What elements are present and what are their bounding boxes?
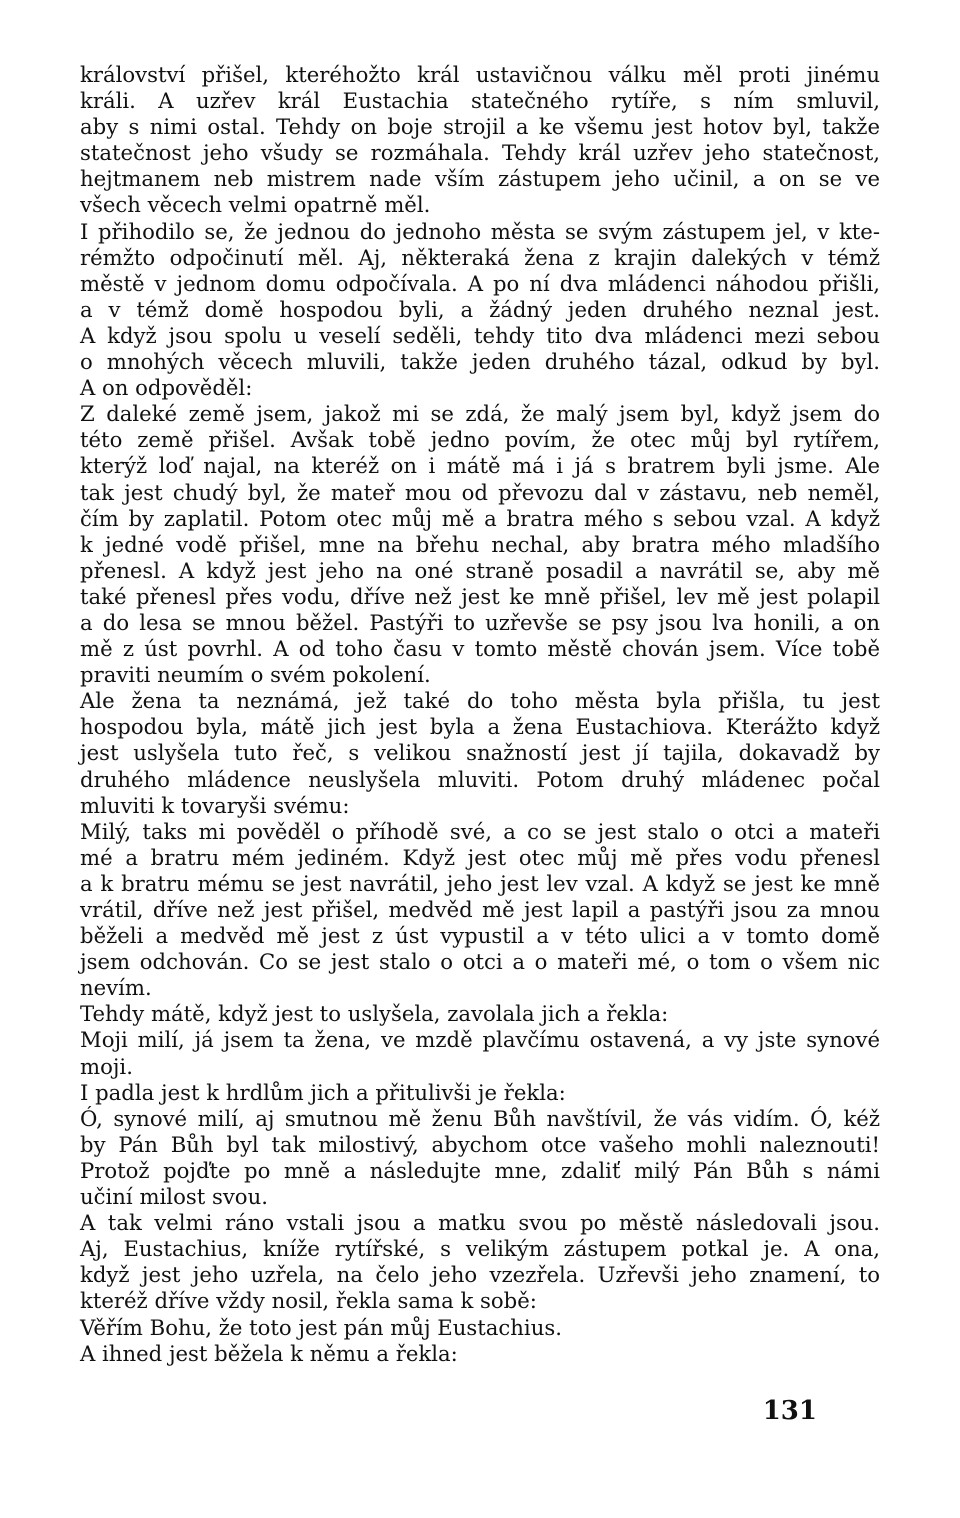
text-line: kterýž loď najal, na kteréž on i mátě má i já s bratrem byli jsme. Ale bbox=[80, 453, 880, 479]
text-line: Ó, synové milí, aj smutnou mě ženu Bůh navštívil, že vás vidím. Ó, kéž bbox=[80, 1105, 880, 1131]
text-line: běželi a medvěd mě jest z úst vypustil a v této ulici a v tomto domě bbox=[80, 923, 880, 949]
text-line: vrátil, dříve než jest přišel, medvěd mě jest lapil a pastýři jsou za mnou bbox=[80, 897, 880, 922]
text-line: Aj, Eustachius, kníže rytířské, s velikým zástupem potkal je. A ona, bbox=[80, 1236, 880, 1262]
text-line: druhého mládence neuslyšela mluviti. Potom druhý mládenec počal bbox=[80, 766, 880, 792]
text-line: A když jsou spolu u veselí seděli, tehdy tito dva mládenci mezi sebou bbox=[80, 322, 880, 348]
paragraph bbox=[80, 688, 880, 818]
paragraph bbox=[80, 1027, 880, 1079]
page-number: 131 bbox=[762, 1396, 817, 1426]
text-line: k jedné vodě přišel, mne na břehu nechal, aby bratra mého mladšího bbox=[80, 531, 880, 557]
paragraph bbox=[80, 401, 880, 688]
text-line: mé a bratru mém jediném. Když jest otec můj mě přes vodu přenesl bbox=[80, 844, 880, 870]
text-line: jsem odchován. Co se jest stalo o otci a o mateři mé, o tom o všem nic bbox=[80, 949, 880, 975]
text-line: městě v jednom domu odpočívala. A po ní dva mládenci náhodou přišli, bbox=[80, 270, 880, 296]
text-line: tak jest chudý byl, že mateř mou od převozu dal v zástavu, neb neměl, bbox=[80, 479, 880, 505]
text-line: o mnohých věcech mluvili, takže jeden druhého tázal, odkud by byl. bbox=[80, 349, 880, 375]
text-line: praviti neumím o svém pokolení. bbox=[80, 662, 431, 688]
text-line: králi. A uzřev král Eustachia statečného rytíře, s ním smluvil, bbox=[80, 88, 880, 114]
text-line: kteréž dříve vždy nosil, řekla sama k sobě: bbox=[80, 1288, 537, 1314]
text-line: Věřím Bohu, že toto jest pán můj Eustachius. bbox=[80, 1314, 562, 1340]
text-line: mluviti k tovaryši svému: bbox=[80, 792, 350, 818]
page-body bbox=[80, 62, 880, 1367]
text-line: A ihned jest běžela k němu a řekla: bbox=[80, 1340, 458, 1366]
text-line: nevím. bbox=[80, 975, 152, 1001]
text-line: Tehdy mátě, když jest to uslyšela, zavolala jich a řekla: bbox=[80, 1001, 669, 1027]
text-line: hospodou byla, mátě jich jest byla a žena Eustachiova. Kterážto když bbox=[80, 714, 880, 740]
text-line: Z daleké země jsem, jakož mi se zdá, že malý jsem byl, když jsem do bbox=[80, 401, 880, 427]
paragraph bbox=[80, 62, 880, 219]
text-line: A tak velmi ráno vstali jsou a matku svou po městě následovali jsou. bbox=[80, 1210, 880, 1236]
text-line: a v témž domě hospodou byli, a žádný jeden druhého neznal jest. bbox=[80, 296, 880, 322]
text-line: jest uslyšela tuto řeč, s velikou snažností jest jí tajila, dokavadž by bbox=[80, 740, 880, 766]
paragraph bbox=[80, 1080, 880, 1106]
text-line: této země přišel. Avšak tobě jedno povím, že otec můj byl rytířem, bbox=[80, 427, 880, 453]
paragraph bbox=[80, 819, 880, 1002]
text-line: A on odpověděl: bbox=[80, 375, 253, 401]
paragraph bbox=[80, 1315, 880, 1341]
text-line: když jest jeho uzřela, na čelo jeho vzezřela. Uzřevši jeho znamení, to bbox=[80, 1262, 880, 1288]
text-line: Ale žena ta neznámá, jež také do toho města byla přišla, tu jest bbox=[80, 688, 880, 714]
text-line: mě z úst povrhl. A od toho času v tomto městě chován jsem. Více tobě bbox=[80, 636, 880, 662]
paragraph bbox=[80, 219, 880, 402]
paragraph bbox=[80, 1106, 880, 1210]
text-line: Milý, taks mi pověděl o příhodě své, a co se jest stalo o otci a mateři bbox=[80, 818, 880, 844]
text-line: rémžto odpočinutí měl. Aj, některaká žena z krajin dalekých v témž bbox=[80, 244, 880, 270]
paragraph bbox=[80, 1210, 880, 1314]
text-line: všech věcech velmi opatrně měl. bbox=[80, 192, 431, 218]
paragraph bbox=[80, 1001, 880, 1027]
text-line: I přihodilo se, že jednou do jednoho města se svým zástupem jel, v kte- bbox=[80, 218, 880, 244]
text-line: čím by zaplatil. Potom otec můj mě a bratra mého s sebou vzal. A když bbox=[80, 505, 880, 531]
text-line: moji. bbox=[80, 1053, 133, 1079]
text-line: a do lesa se mnou běžel. Pastýři to uzřevše se psy jsou lva honili, a on bbox=[80, 609, 880, 635]
text-line: učiní milost svou. bbox=[80, 1184, 268, 1210]
text-line: Moji milí, já jsem ta žena, ve mzdě plavčímu ostavená, a vy jste synové bbox=[80, 1027, 880, 1053]
text-line: by Pán Bůh byl tak milostivý, abychom otce vašeho mohli naleznouti! bbox=[80, 1131, 880, 1157]
text-line: také přenesl přes vodu, dříve než jest ke mně přišel, lev mě jest polapil bbox=[80, 583, 880, 609]
text-line: aby s nimi ostal. Tehdy on boje strojil a ke všemu jest hotov byl, takže bbox=[80, 114, 880, 140]
text-line: hejtmanem neb mistrem nade vším zástupem jeho učinil, a on se ve bbox=[80, 166, 880, 192]
text-line: a k bratru mému se jest navrátil, jeho jest lev vzal. A když se jest ke mně bbox=[80, 870, 880, 896]
paragraph bbox=[80, 1341, 880, 1367]
text-line: Protož pojďte po mně a následujte mne, zdaliť milý Pán Bůh s námi bbox=[80, 1157, 880, 1183]
text-line: království přišel, kteréhožto král ustavičnou válku měl proti jinému bbox=[80, 62, 880, 87]
text-line: přenesl. A když jest jeho na oné straně posadil a navrátil se, aby mě bbox=[80, 557, 880, 583]
text-line: statečnost jeho všudy se rozmáhala. Tehdy král uzřev jeho statečnost, bbox=[80, 140, 880, 166]
text-line: I padla jest k hrdlům jich a přitulivši je řekla: bbox=[80, 1079, 566, 1105]
